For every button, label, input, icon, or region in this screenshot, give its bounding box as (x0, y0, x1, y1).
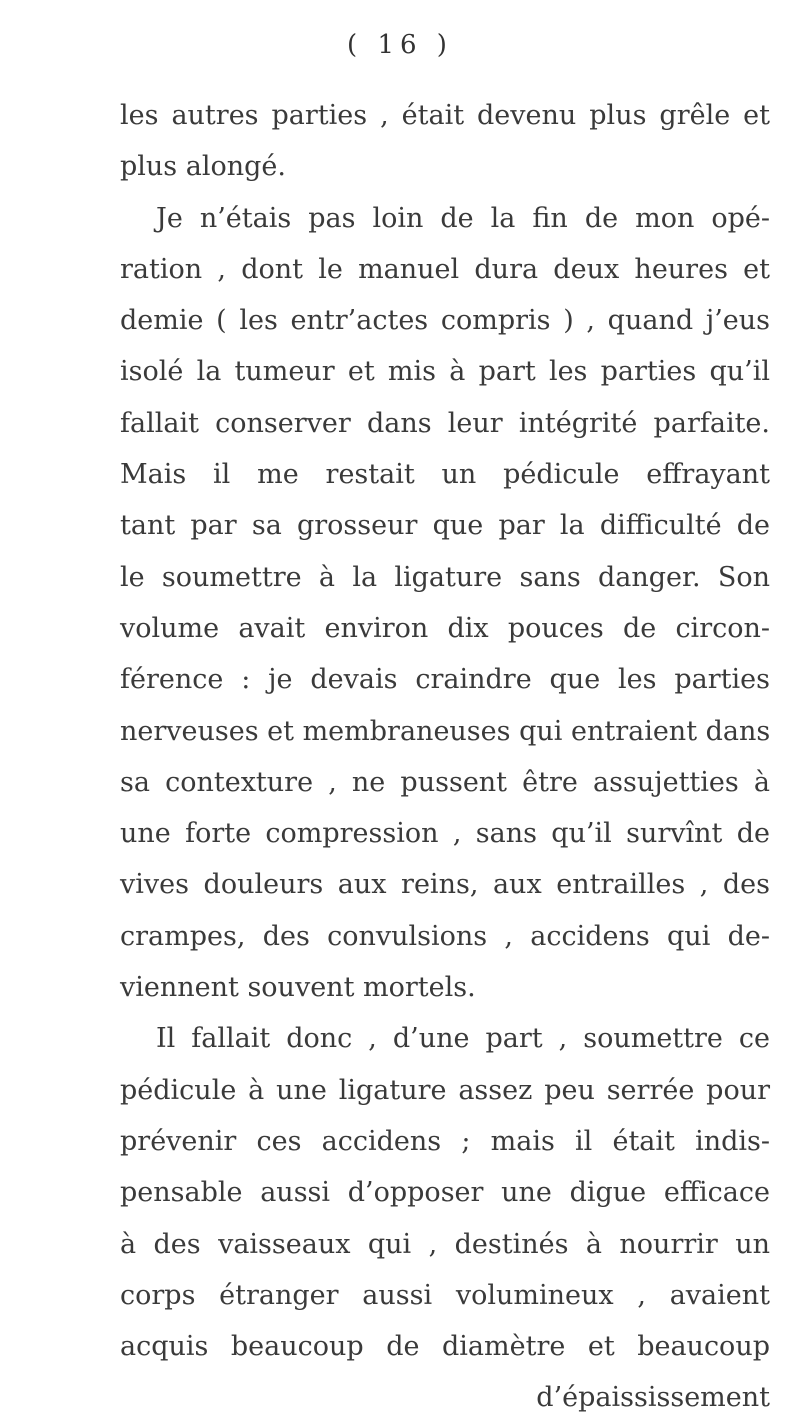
text-line: une forte compression , sans qu’il survînt de (120, 818, 770, 850)
text-line: le soumettre à la ligature sans danger. Son (120, 561, 770, 593)
text-line: isolé la tumeur et mis à part les parties qu’il (120, 356, 770, 388)
text-line: pédicule à une ligature assez peu serrée pour (120, 1074, 770, 1106)
text-line: pensable aussi d’opposer une digue efficace (120, 1177, 770, 1209)
text-line: les autres parties , était devenu plus grêle et (120, 100, 770, 131)
text-line: tant par sa grosseur que par la difficulté de (120, 510, 770, 542)
text-line: nerveuses et membraneuses qui entraient dans (120, 715, 771, 747)
text-line: Mais il me restait un pédicule effrayant (120, 459, 770, 491)
text-line: plus alongé. (120, 151, 286, 183)
text-line: fallait conserver dans leur intégrité parfaite. (120, 407, 770, 439)
text-line: Il fallait donc , d’une part , soumettre ce (156, 1023, 770, 1055)
text-line: Je n’étais pas loin de la fin de mon opé- (156, 202, 770, 234)
text-line: corps étranger aussi volumineux , avaient (120, 1279, 770, 1311)
text-line: demie ( les entr’actes compris ) , quand j’eus (120, 305, 770, 337)
text-line: à des vaisseaux qui , destinés à nourrir un (120, 1228, 770, 1260)
text-line: sa contexture , ne pussent être assujetties à (120, 766, 770, 798)
text-line: prévenir ces accidens ; mais il était indis- (120, 1125, 770, 1157)
text-line: vives douleurs aux reins, aux entrailles , des (120, 869, 770, 901)
body-text (120, 90, 770, 1424)
text-line: ration , dont le manuel dura deux heures et (120, 253, 770, 285)
text-line: férence : je devais craindre que les parties (120, 664, 770, 696)
text-line: volume avait environ dix pouces de circon- (120, 612, 770, 644)
text-line: crampes, des convulsions , accidens qui de- (120, 920, 770, 952)
page-number: ( 16 ) (347, 30, 453, 60)
text-line: acquis beaucoup de diamètre et beaucoup (120, 1331, 770, 1363)
text-line: d’épaississement (536, 1382, 770, 1414)
text-line: viennent souvent mortels. (120, 972, 476, 1004)
